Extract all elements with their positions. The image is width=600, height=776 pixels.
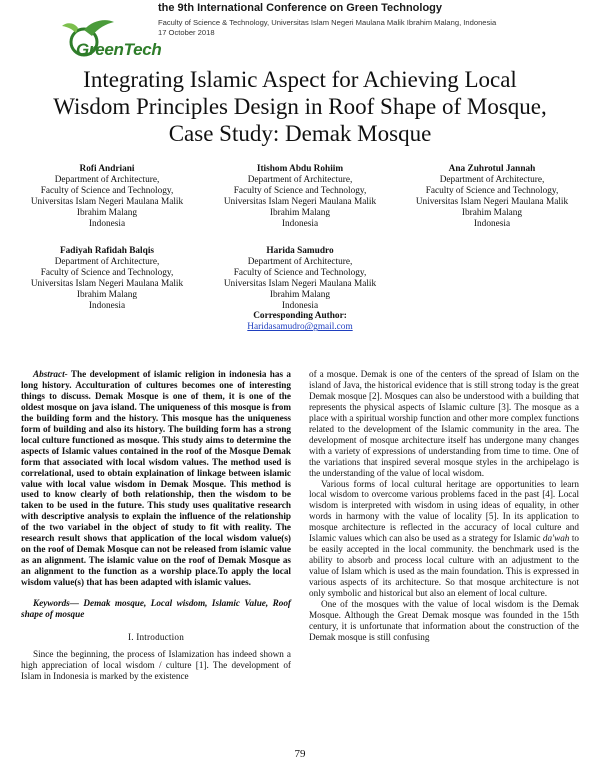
body-text: to be easily accepted in the local community. the benchmark used is the ability to absorb and process local culture with an adjustment to the value of Islam which is used as the main foundation. This is expressed in various aspects of its architecture. So that mosque architecture is not only symbolic and historical but also an element of local culture. [309,533,579,599]
author-email-link[interactable]: Haridasamudro@gmail.com [247,322,353,333]
author-dept: Department of Architecture, [247,256,353,267]
author-block [212,246,388,333]
body-paragraph: One of the mosques with the value of local wisdom is the Demak Mosque. Although the Great Demak mosque was founded in the 15th century, it is unfortunate that information about the construction of the Demak mosque is still confusing [309,599,579,642]
body-paragraph [309,479,579,599]
author-country: Indonesia [281,218,319,229]
title-line: Wisdom Principles Design in Roof Shape of Mosque, [53,94,547,119]
author-city: Ibrahim Malang [76,289,138,300]
left-column [21,369,291,682]
conference-date: 17 October 2018 [158,28,215,37]
author-name: Rofi Andriani [79,164,135,174]
title-line: Integrating Islamic Aspect for Achieving Local [83,67,517,92]
author-faculty: Faculty of Science and Technology, [40,267,174,278]
author-university: Universitas Islam Negeri Maulana Malik [223,196,377,207]
author-name: Itishom Abdu Rohiim [256,164,344,174]
right-column [309,369,579,643]
author-name: Fadiyah Rafidah Balqis [59,246,155,256]
author-dept: Department of Architecture, [247,174,353,185]
author-block [212,164,388,229]
author-name: Ana Zuhrotul Jannah [448,164,536,174]
author-faculty: Faculty of Science and Technology, [40,185,174,196]
author-country: Indonesia [88,218,126,229]
italic-term: da'wah [542,533,570,544]
conference-title: the 9th International Conference on Green Technology [158,2,442,14]
author-faculty: Faculty of Science and Technology, [233,267,367,278]
author-city: Ibrahim Malang [461,207,523,218]
corresponding-author-label: Corresponding Author: [253,311,347,322]
section-heading: I. Introduction [127,631,185,642]
body-text: Various forms of local cultural heritage are opportunities to learn local wisdom to overcome various problems faced in the past [4]. Local wisdom is interpreted with wisdom in using ideas of equality, in other words in harmony with the value of locality [5]. In its application to mosque architecture is reflected in the accuracy of local culture and Islamic values which can also be used as a strategy for Islamic [309,478,579,544]
abstract-text: The development of islamic religion in indonesia has a long history. Acculturation of cultures becomes one of interesting things to discuss. Demak Mosque is one of them, it is one of the oldest mosque on java island. The uniqueness of this mosque is from the building form and the history. This mosque has the uniqueness form of building and also its history. The building form has a strong local culture functioned as mosque. This study aims to determine the aspects of Islamic values contained in the roof of the Mosque Demak form that associated with local wisdom values. The method used is correlational, used to obtain explaination of linkage between islamic value with local value wisdom in Demak Mosque. This method is used to know clearly of both relationship, then the wisdom to be taken to be used in the future. This study uses qualitative research with descriptive analysis to explain the influence of the relationship of the two variabel in the object of study to fit with reality. The research result shows that application of the local wisdom value(s) on the roof of Demak Mosque can not be released from islamic value as an alignment. The islamic value on the roof of Demak Mosque as an alignment to the function as a worship place.To apply the local wisdom value(s) that has been adapted with islamic values. [21,369,291,588]
author-dept: Department of Architecture, [54,174,160,185]
conference-affiliation: Faculty of Science & Technology, Universitas Islam Negeri Maulana Malik Ibrahim Malang, Indonesia [158,18,497,27]
author-block [22,246,192,311]
author-country: Indonesia [88,300,126,311]
author-dept: Department of Architecture, [439,174,545,185]
body-paragraph: of a mosque. Demak is one of the centers of the spread of Islam on the island of Java, the historical evidence that is still strong today is the great Demak mosque [2]. Mosques can also be understood with a building that represents the physical aspects of Islamic culture [3]. The mosque as a place with a spiritual worship function and other more complex functions related to the development of the Islamic community in the area. The development of mosque architecture itself has undergone many changes with a variety of expressions of understanding from time to time. One of the variations that inspired several mosque styles in the archipelago is the understanding of the value of local wisdom. [309,369,579,478]
author-city: Ibrahim Malang [269,289,331,300]
author-name: Harida Samudro [266,246,334,256]
page-number: 79 [294,748,306,760]
author-city: Ibrahim Malang [76,207,138,218]
author-block [22,164,192,229]
keywords: Keywords— Demak mosque, Local wisdom, Islamic Value, Roof shape of mosque [21,598,291,620]
author-faculty: Faculty of Science and Technology, [233,185,367,196]
author-city: Ibrahim Malang [269,207,331,218]
paper-title [30,66,570,147]
author-university: Universitas Islam Negeri Maulana Malik [30,278,184,289]
author-country: Indonesia [473,218,511,229]
greentech-wordmark: GreenTech [76,40,162,59]
abstract-lead: Abstract- [33,369,68,379]
abstract [21,369,291,588]
author-university: Universitas Islam Negeri Maulana Malik [223,278,377,289]
author-university: Universitas Islam Negeri Maulana Malik [30,196,184,207]
conference-header [14,2,586,60]
author-dept: Department of Architecture, [54,256,160,267]
author-faculty: Faculty of Science and Technology, [425,185,559,196]
author-country: Indonesia [281,300,319,311]
intro-paragraph: Since the beginning, the process of Islamization has indeed shown a high appreciation of local wisdom / culture [1]. The development of Islam in Indonesia is marked by the existence [21,648,291,681]
author-university: Universitas Islam Negeri Maulana Malik [415,196,569,207]
title-line: Case Study: Demak Mosque [168,121,432,146]
author-block [404,164,580,229]
